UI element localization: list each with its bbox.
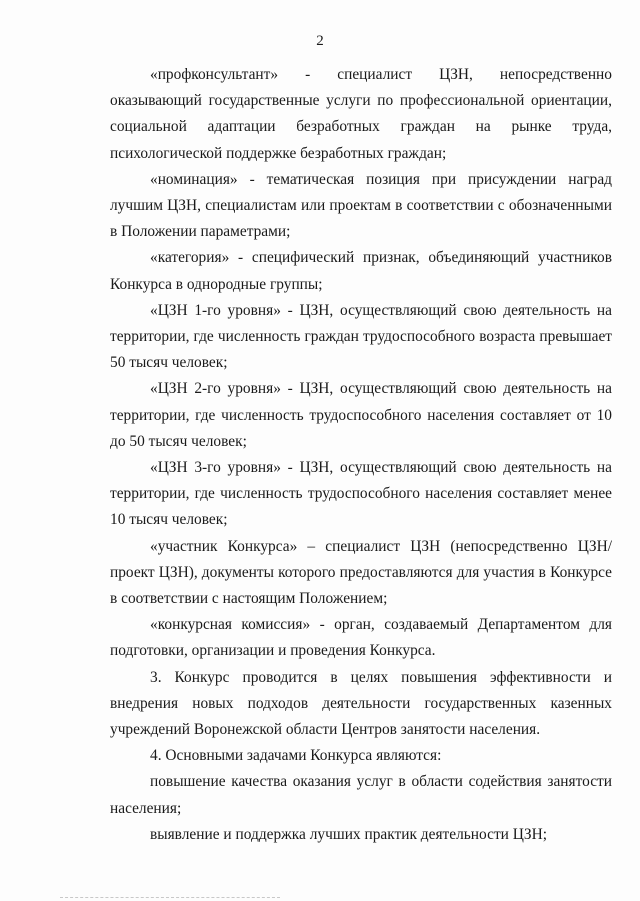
- definition-commission: «конкурсная комиссия» - орган, создаваемый Департаментом для подготовки, организации и проведения Конкурса.: [110, 616, 612, 660]
- definition-czn-level-2: «ЦЗН 2-го уровня» - ЦЗН, осуществляющий свою деятельность на территории, где численность трудоспособного населения составляет от 10 до 50 тысяч человек;: [110, 380, 612, 450]
- definition-profconsultant: «профконсультант» - специалист ЦЗН, непосредственно оказывающий государственные услуги по профессиональной ориентации, социальной адаптации безработных граждан на рынке труда, психологической поддержке безработных граждан;: [110, 66, 612, 162]
- task-item-1: повышение качества оказания услуг в области содействия занятости населения;: [110, 773, 612, 817]
- definition-nomination: «номинация» - тематическая позиция при присуждении наград лучшим ЦЗН, специалистам или проектам в соответствии с обозначенными в Положении параметрами;: [110, 170, 612, 241]
- bottom-scan-edge: [60, 897, 280, 899]
- clause-4: 4. Основными задачами Конкурса являются:: [150, 747, 442, 765]
- clause-3: 3. Конкурс проводится в целях повышения эффективности и внедрения новых подходов деятельности государственных казенных учреждений Воронежской области Центров занятости населения.: [110, 668, 612, 739]
- definition-participant: «участник Конкурса» – специалист ЦЗН (непосредственно ЦЗН/проект ЦЗН), документы которого предоставляются для участия в Конкурсе в соответствии с настоящим Положением;: [110, 537, 612, 608]
- definition-czn-level-3: «ЦЗН 3-го уровня» - ЦЗН, осуществляющий свою деятельность на территории, где численность трудоспособного населения составляет менее 10 тысяч человек;: [110, 459, 612, 529]
- page-number: 2: [316, 33, 324, 49]
- document-body: [110, 62, 612, 848]
- task-item-2: выявление и поддержка лучших практик деятельности ЦЗН;: [150, 825, 547, 843]
- definition-czn-level-1: «ЦЗН 1-го уровня» - ЦЗН, осуществляющий свою деятельность на территории, где численность граждан трудоспособного возраста превышает 50 тысяч человек;: [110, 301, 612, 372]
- definition-category: «категория» - специфический признак, объединяющий участников Конкурса в однородные группы;: [110, 249, 612, 293]
